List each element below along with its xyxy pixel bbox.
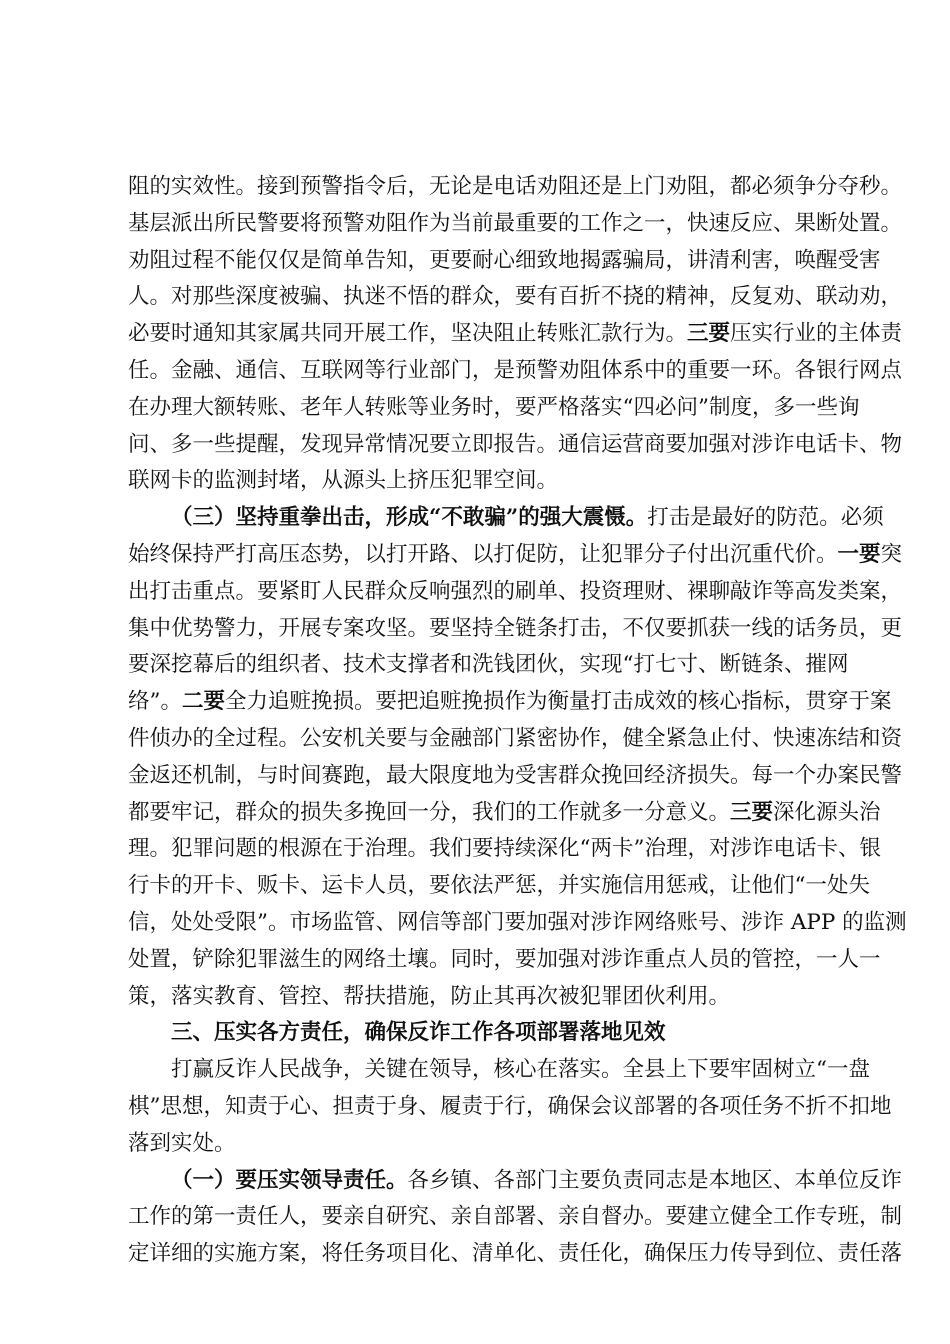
text-segment: 压实行业的主体责: [730, 321, 903, 347]
text-segment: 要深挖幕后的组织者、技术支撑者和洗钱团伙，实现“打七寸、断链条、摧网: [128, 652, 849, 678]
text-line: [128, 463, 822, 500]
text-line: [128, 353, 903, 390]
text-line: [128, 1089, 892, 1126]
text-segment: 问、多一些提醒，发现异常情况要立即报告。通信运营商要加强对涉诈电话卡、物: [128, 431, 903, 457]
text-segment: 必要时通知其家属共同开展工作，坚决阻止转账汇款行为。: [128, 321, 688, 347]
bold-text-segment: 二要: [182, 689, 226, 715]
bold-text-segment: （三）坚持重拳出击，形成“不敢骗”的强大震慑。: [171, 505, 648, 531]
text-line: [128, 1015, 822, 1052]
text-line: [128, 1199, 903, 1236]
text-line: [128, 1163, 903, 1200]
text-line: [128, 721, 903, 758]
text-segment: 劝阻过程不能仅仅是简单告知，更要耐心细致地揭露骗局，讲清利害，唤醒受害: [128, 247, 881, 273]
text-line: [128, 795, 881, 832]
text-segment: 理。犯罪问题的根源在于治理。我们要持续深化“两卡”治理，对涉诈电话卡、银: [128, 836, 881, 862]
text-line: [128, 537, 903, 574]
text-line: [128, 684, 892, 721]
text-line: [128, 1052, 870, 1089]
text-segment: 信，处处受限”。市场监管、网信等部门要加强对涉诈网络账号、涉诈 APP 的监测: [128, 909, 907, 935]
text-line: [128, 905, 907, 942]
text-line: [128, 427, 903, 464]
text-segment: 集中优势警力，开展专案攻坚。要坚持全链条打击，不仅要抓获一线的话务员，更: [128, 615, 903, 641]
text-segment: 策，落实教育、管控、帮扶措施，防止其再次被犯罪团伙利用。: [128, 983, 731, 1009]
text-segment: 件侦办的全过程。公安机关要与金融部门紧密协作，健全紧急止付、快速冻结和资: [128, 725, 903, 751]
text-segment: 始终保持严打高压态势，以打开路、以打促防，让犯罪分子付出沉重代价。: [128, 541, 838, 567]
text-line: [128, 979, 822, 1016]
text-segment: 联网卡的监测封堵，从源头上挤压犯罪空间。: [128, 468, 559, 494]
text-line: [128, 279, 903, 316]
text-segment: 全力追赃挽损。要把追赃挽损作为衡量打击成效的核心指标，贯穿于案: [225, 689, 892, 715]
bold-text-segment: 三要: [687, 321, 731, 347]
text-segment: 基层派出所民警要将预警劝阻作为当前最重要的工作之一，快速反应、果断处置。: [128, 210, 903, 236]
text-segment: 任。金融、通信、互联网等行业部门，是预警劝阻体系中的重要一环。各银行网点: [128, 357, 903, 383]
text-line: [128, 243, 881, 280]
text-segment: 打赢反诈人民战争，关键在领导，核心在落实。全县上下要牢固树立“一盘: [171, 1057, 870, 1083]
text-segment: 行卡的开卡、贩卡、运卡人员，要依法严惩，并实施信用惩戒，让他们“一处失: [128, 873, 870, 899]
text-line: [128, 206, 903, 243]
text-segment: 打击是最好的防范。必须: [647, 505, 884, 531]
bold-text-segment: 三、压实各方责任，确保反诈工作各项部署落地见效: [171, 1020, 666, 1046]
text-segment: 络”。: [128, 689, 182, 715]
text-line: [128, 868, 870, 905]
text-segment: 人。对那些深度被骗、执迷不悟的群众，要有百折不挠的精神，反复劝、联动劝，: [128, 284, 903, 310]
text-line: [128, 647, 849, 684]
bold-text-segment: 一要: [837, 541, 881, 567]
text-segment: 突: [880, 541, 903, 567]
text-line: [128, 316, 903, 353]
text-segment: 在办理大额转账、老年人转账等业务时，要严格落实“四必问”制度，多一些询: [128, 394, 860, 420]
bold-text-segment: 三要: [730, 799, 774, 825]
text-line: [128, 1126, 822, 1163]
text-segment: 阻的实效性。接到预警指令后，无论是电话劝阻还是上门劝阻，都必须争分夺秒。: [128, 174, 903, 199]
body-text: [128, 169, 907, 1273]
text-segment: 棋”思想，知责于心、担责于身、履责于行，确保会议部署的各项任务不折不扣地: [128, 1093, 892, 1119]
text-segment: 金返还机制，与时间赛跑，最大限度地为受害群众挽回经济损失。每一个办案民警: [128, 762, 903, 788]
text-segment: 都要牢记，群众的损失多挽回一分，我们的工作就多一分意义。: [128, 799, 731, 825]
text-segment: 出打击重点。要紧盯人民群众反响强烈的刷单、投资理财、裸聊敲诈等高发类案，: [128, 578, 903, 604]
text-line: [128, 500, 884, 537]
text-line: [128, 831, 881, 868]
text-segment: 处置，铲除犯罪滋生的网络土壤。同时，要加强对涉诈重点人员的管控，一人一: [128, 946, 881, 972]
text-segment: 工作的第一责任人，要亲自研究、亲自部署、亲自督办。要建立健全工作专班，制: [128, 1204, 903, 1230]
text-line: [128, 942, 881, 979]
text-line: [128, 611, 903, 648]
text-line: [128, 758, 903, 795]
text-segment: 落到实处。: [128, 1130, 236, 1156]
text-line: [128, 574, 903, 611]
text-line: [128, 390, 860, 427]
text-line: [128, 169, 903, 206]
text-segment: 定详细的实施方案，将任务项目化、清单化、责任化，确保压力传导到位、责任落: [128, 1241, 903, 1267]
text-segment: 深化源头治: [773, 799, 881, 825]
text-segment: 各乡镇、各部门主要负责同志是本地区、本单位反诈: [407, 1167, 903, 1193]
text-line: [128, 1236, 903, 1273]
bold-text-segment: （一）要压实领导责任。: [171, 1167, 408, 1193]
